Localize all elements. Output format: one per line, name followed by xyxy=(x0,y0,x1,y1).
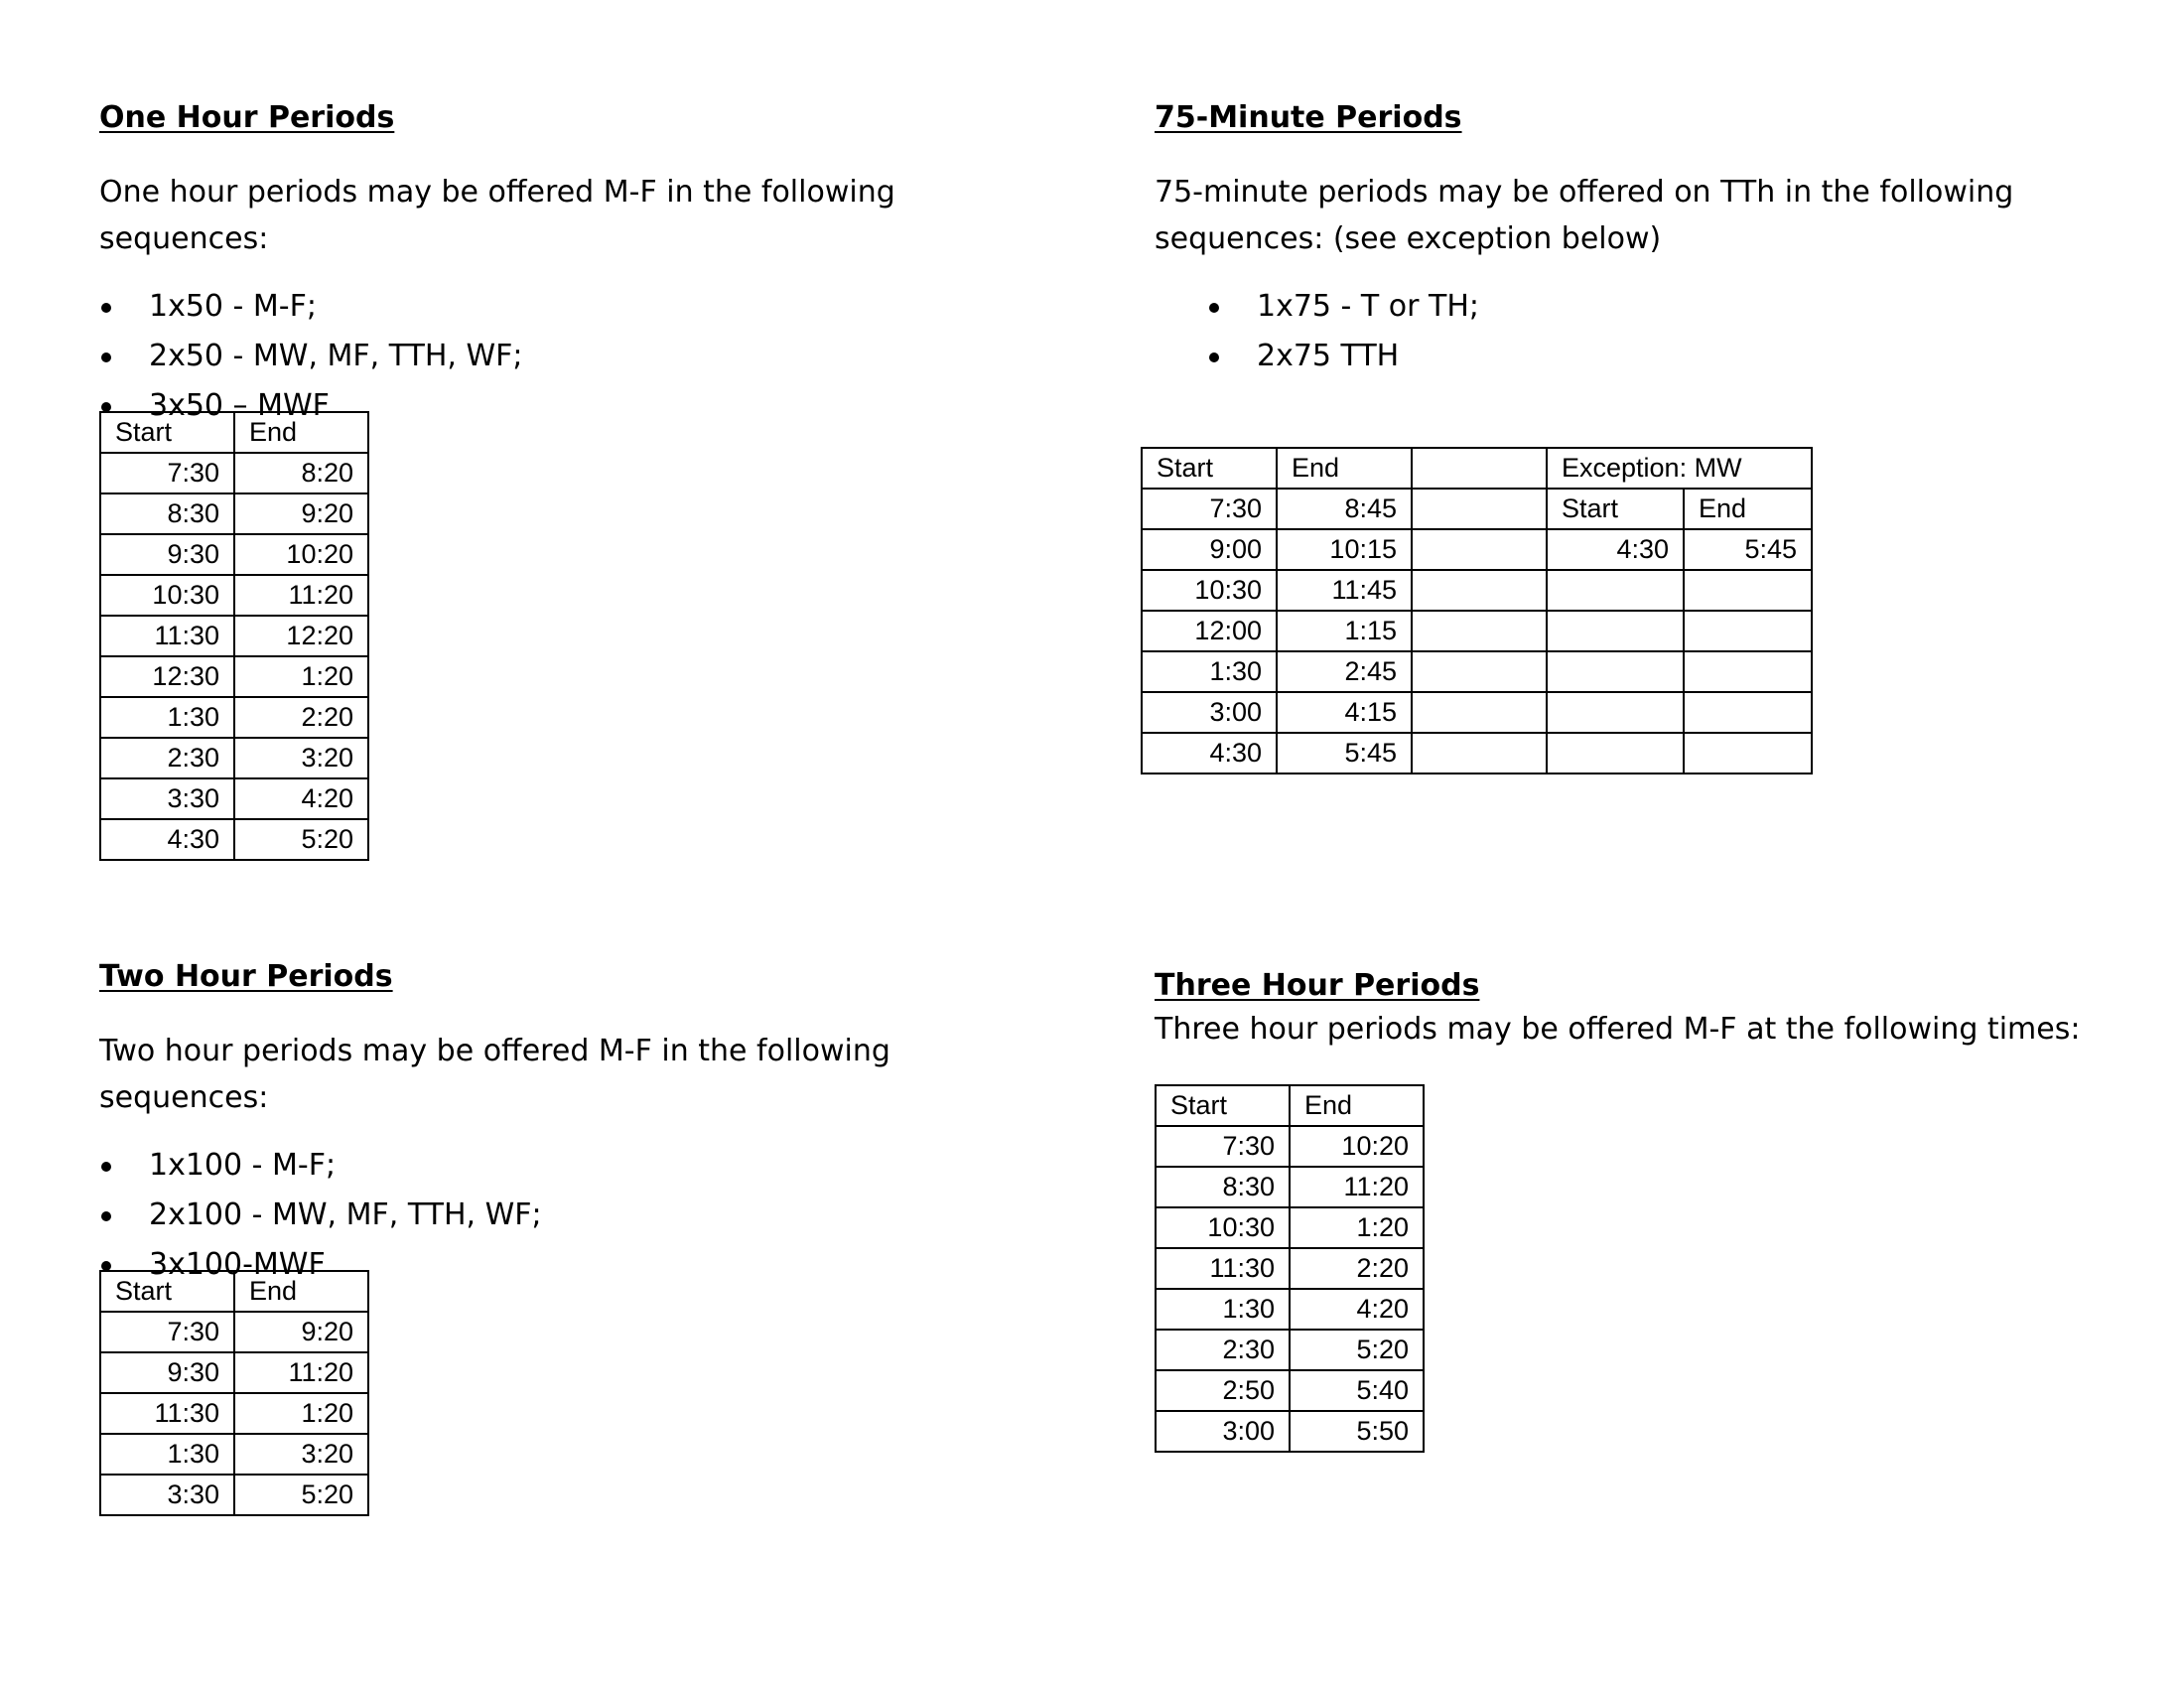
exception-end-cell: 5:45 xyxy=(1684,529,1812,570)
end-cell: 9:20 xyxy=(234,493,368,534)
end-cell: 2:20 xyxy=(1290,1248,1424,1289)
three-hour-table xyxy=(1155,1084,1425,1453)
start-cell: 1:30 xyxy=(100,697,234,738)
table-row xyxy=(100,1312,368,1352)
table-row xyxy=(100,697,368,738)
table-row xyxy=(1156,1330,1424,1370)
table-row xyxy=(100,1352,368,1393)
table-header-row xyxy=(100,1271,368,1312)
start-cell: 10:30 xyxy=(100,575,234,616)
table-header-row xyxy=(1142,448,1812,489)
seventy-five-bullets xyxy=(1155,282,2108,381)
two-hour-table xyxy=(99,1270,369,1516)
start-cell: 9:30 xyxy=(100,1352,234,1393)
table-row xyxy=(1142,692,1812,733)
start-cell: 11:30 xyxy=(1156,1248,1290,1289)
blank-cell xyxy=(1412,489,1547,529)
start-cell: 8:30 xyxy=(100,493,234,534)
end-cell: 8:45 xyxy=(1277,489,1412,529)
blank-cell xyxy=(1412,651,1547,692)
list-item: 1x75 - T or TH; xyxy=(1207,282,2108,332)
seventy-five-intro-line1: 75-minute periods may be offered on TTh in the following xyxy=(1155,175,2014,210)
start-cell: 9:30 xyxy=(100,534,234,575)
start-header: Start xyxy=(100,412,234,453)
start-cell: 7:30 xyxy=(100,1312,234,1352)
start-cell: 11:30 xyxy=(100,616,234,656)
table-row xyxy=(100,738,368,778)
list-item: 2x50 - MW, MF, TTH, WF; xyxy=(99,332,1052,381)
table-header-row xyxy=(1156,1085,1424,1126)
end-header: End xyxy=(234,412,368,453)
one-hour-section xyxy=(99,100,1052,431)
blank-cell xyxy=(1684,570,1812,611)
table-row xyxy=(1142,611,1812,651)
end-cell: 5:45 xyxy=(1277,733,1412,774)
end-cell: 11:20 xyxy=(234,1352,368,1393)
start-cell: 10:30 xyxy=(1142,570,1277,611)
start-cell: 12:00 xyxy=(1142,611,1277,651)
one-hour-table xyxy=(99,411,369,861)
start-cell: 3:00 xyxy=(1142,692,1277,733)
blank-cell xyxy=(1412,611,1547,651)
end-header: End xyxy=(1290,1085,1424,1126)
table-row xyxy=(100,534,368,575)
seventy-five-table xyxy=(1141,447,1813,774)
table-row xyxy=(100,453,368,493)
two-hour-intro: Two hour periods may be offered M-F in the following sequences: xyxy=(99,1034,890,1115)
one-hour-heading: One Hour Periods xyxy=(99,100,395,135)
start-header: Start xyxy=(1142,448,1277,489)
end-cell: 12:20 xyxy=(234,616,368,656)
start-cell: 7:30 xyxy=(100,453,234,493)
blank-cell xyxy=(1684,651,1812,692)
list-item: 3x50 – MWF xyxy=(99,381,1052,431)
one-hour-intro: One hour periods may be offered M-F in the following sequences: xyxy=(99,175,895,256)
start-cell: 7:30 xyxy=(1142,489,1277,529)
list-item: 2x75 TTH xyxy=(1207,332,2108,381)
start-cell: 3:00 xyxy=(1156,1411,1290,1452)
blank-cell xyxy=(1547,692,1684,733)
end-cell: 10:20 xyxy=(1290,1126,1424,1167)
list-item: 1x50 - M-F; xyxy=(99,282,1052,332)
end-cell: 2:45 xyxy=(1277,651,1412,692)
blank-cell xyxy=(1547,611,1684,651)
blank-cell xyxy=(1412,733,1547,774)
end-cell: 3:20 xyxy=(234,1434,368,1475)
start-cell: 7:30 xyxy=(1156,1126,1290,1167)
blank-cell xyxy=(1547,733,1684,774)
start-cell: 2:30 xyxy=(100,738,234,778)
list-item: 2x100 - MW, MF, TTH, WF; xyxy=(99,1191,1052,1240)
start-header: Start xyxy=(1156,1085,1290,1126)
two-hour-heading: Two Hour Periods xyxy=(99,959,393,994)
end-cell: 4:20 xyxy=(234,778,368,819)
end-cell: 5:50 xyxy=(1290,1411,1424,1452)
table-row xyxy=(100,656,368,697)
blank-cell xyxy=(1684,611,1812,651)
end-cell: 10:15 xyxy=(1277,529,1412,570)
exception-start-cell: 4:30 xyxy=(1547,529,1684,570)
start-cell: 1:30 xyxy=(1142,651,1277,692)
table-row xyxy=(1156,1370,1424,1411)
end-cell: 11:45 xyxy=(1277,570,1412,611)
three-hour-section xyxy=(1155,968,2108,1053)
blank-cell xyxy=(1547,570,1684,611)
end-cell: 1:15 xyxy=(1277,611,1412,651)
blank-cell xyxy=(1412,692,1547,733)
table-row xyxy=(1156,1167,1424,1207)
end-cell: 5:20 xyxy=(234,1475,368,1515)
start-cell: 2:50 xyxy=(1156,1370,1290,1411)
table-row xyxy=(1142,570,1812,611)
end-cell: 11:20 xyxy=(1290,1167,1424,1207)
table-row xyxy=(1156,1207,1424,1248)
end-header: End xyxy=(234,1271,368,1312)
blank-cell xyxy=(1684,733,1812,774)
seventy-five-section xyxy=(1155,100,2108,381)
end-cell: 2:20 xyxy=(234,697,368,738)
table-header-row xyxy=(100,412,368,453)
start-cell: 3:30 xyxy=(100,1475,234,1515)
start-cell: 1:30 xyxy=(100,1434,234,1475)
start-cell: 10:30 xyxy=(1156,1207,1290,1248)
start-cell: 4:30 xyxy=(100,819,234,860)
table-row xyxy=(100,778,368,819)
start-cell: 9:00 xyxy=(1142,529,1277,570)
end-cell: 5:20 xyxy=(234,819,368,860)
start-cell: 4:30 xyxy=(1142,733,1277,774)
table-row xyxy=(1142,529,1812,570)
start-cell: 8:30 xyxy=(1156,1167,1290,1207)
end-cell: 5:40 xyxy=(1290,1370,1424,1411)
end-cell: 1:20 xyxy=(234,656,368,697)
table-row xyxy=(100,1434,368,1475)
end-cell: 5:20 xyxy=(1290,1330,1424,1370)
one-hour-bullets xyxy=(99,282,1052,431)
list-item: 3x100-MWF xyxy=(99,1240,1052,1290)
blank-cell xyxy=(1684,692,1812,733)
table-row xyxy=(1156,1411,1424,1452)
two-hour-bullets xyxy=(99,1141,1052,1290)
table-row xyxy=(1156,1126,1424,1167)
list-item: 1x100 - M-F; xyxy=(99,1141,1052,1191)
blank-cell xyxy=(1412,570,1547,611)
blank-cell xyxy=(1412,448,1547,489)
end-cell: 4:15 xyxy=(1277,692,1412,733)
table-row xyxy=(1156,1248,1424,1289)
end-cell: 11:20 xyxy=(234,575,368,616)
table-row xyxy=(100,1393,368,1434)
table-row xyxy=(1142,651,1812,692)
exception-title: Exception: MW xyxy=(1547,448,1812,489)
table-row xyxy=(100,1475,368,1515)
table-row xyxy=(100,819,368,860)
start-cell: 11:30 xyxy=(100,1393,234,1434)
end-cell: 10:20 xyxy=(234,534,368,575)
start-cell: 2:30 xyxy=(1156,1330,1290,1370)
table-row xyxy=(100,493,368,534)
start-cell: 3:30 xyxy=(100,778,234,819)
end-cell: 8:20 xyxy=(234,453,368,493)
table-row xyxy=(1142,489,1812,529)
three-hour-heading: Three Hour Periods xyxy=(1155,968,1480,1003)
end-cell: 1:20 xyxy=(1290,1207,1424,1248)
seventy-five-heading: 75-Minute Periods xyxy=(1155,100,1462,135)
end-header: End xyxy=(1277,448,1412,489)
exception-end-header: End xyxy=(1684,489,1812,529)
two-hour-section xyxy=(99,959,1052,1290)
seventy-five-intro-line2: sequences: (see exception below) xyxy=(1155,221,1662,256)
start-header: Start xyxy=(100,1271,234,1312)
end-cell: 4:20 xyxy=(1290,1289,1424,1330)
start-cell: 12:30 xyxy=(100,656,234,697)
start-cell: 1:30 xyxy=(1156,1289,1290,1330)
end-cell: 3:20 xyxy=(234,738,368,778)
blank-cell xyxy=(1547,651,1684,692)
end-cell: 1:20 xyxy=(234,1393,368,1434)
table-row xyxy=(1156,1289,1424,1330)
table-row xyxy=(100,616,368,656)
exception-start-header: Start xyxy=(1547,489,1684,529)
end-cell: 9:20 xyxy=(234,1312,368,1352)
three-hour-intro: Three hour periods may be offered M-F at the following times: xyxy=(1155,1012,2081,1047)
table-row xyxy=(1142,733,1812,774)
blank-cell xyxy=(1412,529,1547,570)
table-row xyxy=(100,575,368,616)
